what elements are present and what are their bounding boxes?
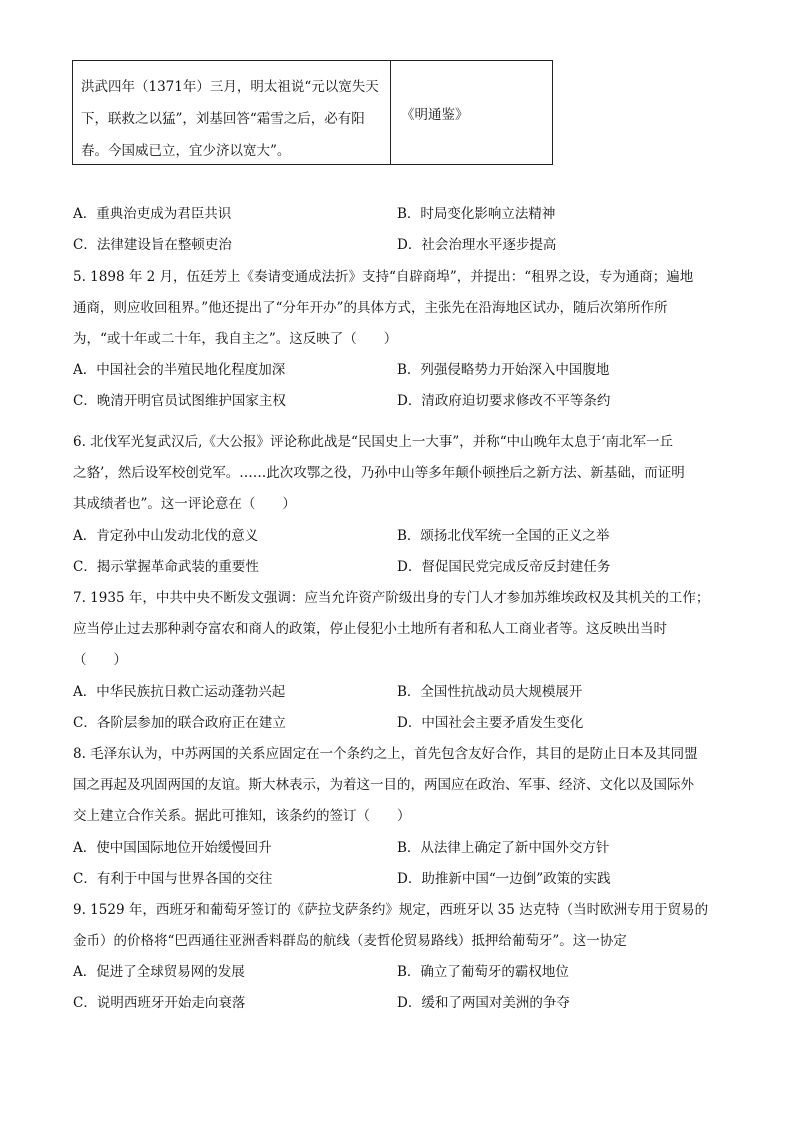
q8-stem-line1: 8. 毛泽东认为，中苏两国的关系应固定在一个条约之上，首先包含友好合作，其目的是防止日本及其同盟	[73, 746, 698, 762]
q9-stem-line1: 9. 1529 年，西班牙和葡萄牙签订的《萨拉戈萨条约》规定，西班牙以 35 达克特（当时欧洲专用于贸易的	[73, 902, 709, 918]
q8-option-a[interactable]: A．使中国国际地位开始缓慢回升	[73, 840, 272, 856]
q6-stem-line2: 之貉’，然后设军校创党军。……此次攻鄂之役，乃孙中山等多年颠仆顿挫后之新方法、新基础，而证明	[73, 465, 685, 481]
q7-stem-line1: 7. 1935 年，中共中央不断发文强调：应当允许资产阶级出身的专门人才参加苏维埃政权及其机关的工作；	[73, 590, 710, 606]
q8-option-b[interactable]: B．从法律上确定了新中国外交方针	[397, 840, 610, 856]
q5-option-d[interactable]: D．清政府迫切要求修改不平等条约	[397, 393, 611, 409]
q6-option-b[interactable]: B．颂扬北伐军统一全国的正义之举	[397, 528, 610, 544]
q5-option-b[interactable]: B．列强侵略势力开始深入中国腹地	[397, 362, 610, 378]
q9-stem-line2: 金币）的价格将“巴西通往亚洲香料群岛的航线（麦哲伦贸易路线）抵押给葡萄牙”。这一协定	[73, 933, 627, 949]
q4-option-b[interactable]: B．时局变化影响立法精神	[397, 206, 556, 222]
q4-option-d[interactable]: D．社会治理水平逐步提高	[397, 237, 557, 253]
q8-stem-line3: 交上建立合作关系。据此可推知，该条约的签订（ ）	[73, 808, 411, 824]
q6-option-a[interactable]: A．肯定孙中山发动北伐的意义	[73, 528, 259, 544]
q6-option-c[interactable]: C．揭示掌握革命武装的重要性	[73, 559, 259, 575]
q6-stem-line1: 6. 北伐军光复武汉后,《大公报》评论称此战是“民国史上一大事”，并称“中山晚年太息于‘南北军一丘	[73, 434, 673, 450]
q6-stem-line3: 其成绩者也”。这一评论意在（ ）	[73, 496, 296, 512]
q5-stem-line3: 为，“或十年或二十年，我自主之”。这反映了（ ）	[73, 331, 398, 347]
q4-option-c[interactable]: C．法律建设旨在整顿吏治	[73, 237, 232, 253]
q5-stem-line1: 5. 1898 年 2 月，伍廷芳上《奏请变通成法折》支持“自辟商埠”，并提出：“租界之设，专为通商；遍地	[73, 269, 694, 285]
source-table	[72, 60, 553, 165]
q7-option-b[interactable]: B．全国性抗战动员大规模展开	[397, 684, 583, 700]
q6-option-d[interactable]: D．督促国民党完成反帝反封建任务	[397, 559, 611, 575]
q7-option-c[interactable]: C．各阶层参加的联合政府正在建立	[73, 715, 286, 731]
q4-option-a[interactable]: A．重典治吏成为君臣共识	[73, 206, 232, 222]
table-source-cell: 《明通鉴》	[401, 106, 469, 123]
q8-option-d[interactable]: D．助推新中国“一边倒”政策的实践	[397, 871, 611, 887]
q8-stem-line2: 国之再起及巩固两国的友谊。斯大林表示，为着这一目的，两国应在政治、军事、经济、文化以及国际外	[73, 777, 694, 793]
q7-option-d[interactable]: D．中国社会主要矛盾发生变化	[397, 715, 584, 731]
q8-option-c[interactable]: C．有利于中国与世界各国的交往	[73, 871, 273, 887]
q9-option-a[interactable]: A．促进了全球贸易网的发展	[73, 964, 245, 980]
q5-option-c[interactable]: C．晚清开明官员试图维护国家主权	[73, 393, 286, 409]
q9-option-c[interactable]: C．说明西班牙开始走向衰落	[73, 995, 246, 1011]
q9-option-b[interactable]: B．确立了葡萄牙的霸权地位	[397, 964, 569, 980]
q9-option-d[interactable]: D．缓和了两国对美洲的争夺	[397, 995, 570, 1011]
q7-stem-line2: 应当停止过去那种剥夺富农和商人的政策，停止侵犯小土地所有者和私人工商业者等。这反映出当时	[73, 621, 667, 637]
q5-option-a[interactable]: A．中国社会的半殖民地化程度加深	[73, 362, 286, 378]
table-quote-cell: 洪武四年（1371年）三月，明太祖说“元以宽失天下，联救之以猛”，刘基回答“霜雪之后，必有阳春。今国威已立，宜少济以宽大”。	[73, 61, 391, 164]
q7-stem-line3: （ ）	[73, 652, 127, 668]
q7-option-a[interactable]: A．中华民族抗日救亡运动蓬勃兴起	[73, 684, 286, 700]
q5-stem-line2: 通商，则应收回租界。”他还提出了“分年开办”的具体方式，主张先在沿海地区试办，随后次第所作所	[73, 300, 668, 316]
